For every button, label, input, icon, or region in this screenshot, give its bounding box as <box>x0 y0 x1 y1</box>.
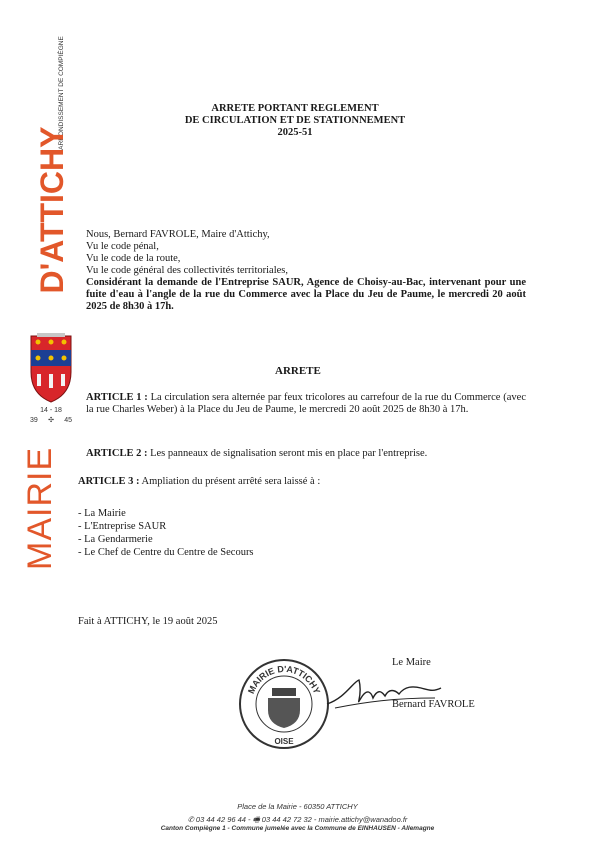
arrondissement-label: ARRONDISSEMENT DE COMPIÈGNE <box>58 36 65 150</box>
handwritten-signature <box>325 668 445 718</box>
considerant-paragraph: Considérant la demande de l'Entreprise SAUR, Agence de Choisy-au-Bac, intervenant pour une fuite d'eau à l'angle de la rue du Commerce avec la Place du Jeu de Paume, le mercredi 20 août 2025 de 8h30 à 17h. <box>86 277 526 312</box>
list-item: - La Mairie <box>78 508 126 519</box>
sidebar-mairie: MAIRIE <box>21 446 59 570</box>
signatory-role: Le Maire <box>392 657 431 668</box>
svg-text:OISE: OISE <box>274 737 294 746</box>
document-title: ARRETE PORTANT REGLEMENT DE CIRCULATION ET DE STATIONNEMENT 2025-51 <box>184 103 406 138</box>
list-item: - La Gendarmerie <box>78 534 153 545</box>
mairie-stamp-icon <box>238 658 330 750</box>
arrete-heading: ARRETE <box>275 365 321 377</box>
article-1: ARTICLE 1 : La circulation sera alternée par feux tricolores au carrefour de la rue du Commerce (avec la rue Charles Weber) à la Place du Jeu de Paume, le mercredi 20 août 2025 de 8h30 à 17h. <box>86 392 526 415</box>
coat-of-arms-icon <box>27 332 75 404</box>
list-item: - L'Entreprise SAUR <box>78 521 167 532</box>
cross-icon: ✣ <box>48 417 54 424</box>
svg-text:MAIRIE D'ATTICHY: MAIRIE D'ATTICHY <box>245 663 323 696</box>
fait-a-line: Fait à ATTICHY, le 19 août 2025 <box>78 616 218 627</box>
department-numbers: 14 - 18 39 ✣ 45 <box>30 407 72 424</box>
footer-address: Place de la Mairie - 60350 ATTICHY <box>237 802 358 811</box>
signatory-name: Bernard FAVROLE <box>392 699 475 710</box>
intro-section: Nous, Bernard FAVROLE, Maire d'Attichy, Vu le code pénal, Vu le code de la route, Vu le code général des collectivités territoriales, Considérant la demande de l'Entreprise SAUR, Agence de Choisy-au-Bac, intervenant pour une fuite d'eau à l'angle de la rue du Commerce avec la Place du Jeu de Paume, le mercredi 20 août 2025 de 8h30 à 17h. <box>86 229 526 312</box>
footer-canton: Canton Compiègne 1 - Commune jumelée avec la Commune de EINHAUSEN - Allemagne <box>160 825 435 832</box>
sidebar-attichy: D'ATTICHY <box>34 126 70 294</box>
article-2: ARTICLE 2 : Les panneaux de signalisation seront mis en place par l'entreprise. <box>86 448 428 459</box>
ampliation-list <box>78 507 254 559</box>
article-3: ARTICLE 3 : Ampliation du présent arrêté sera laissé à : <box>78 476 321 487</box>
footer-contact: ✆ 03 44 42 96 44 - 🖷 03 44 42 72 32 - mairie.attichy@wanadoo.fr <box>187 815 408 824</box>
list-item: - Le Chef de Centre du Centre de Secours <box>78 547 254 558</box>
